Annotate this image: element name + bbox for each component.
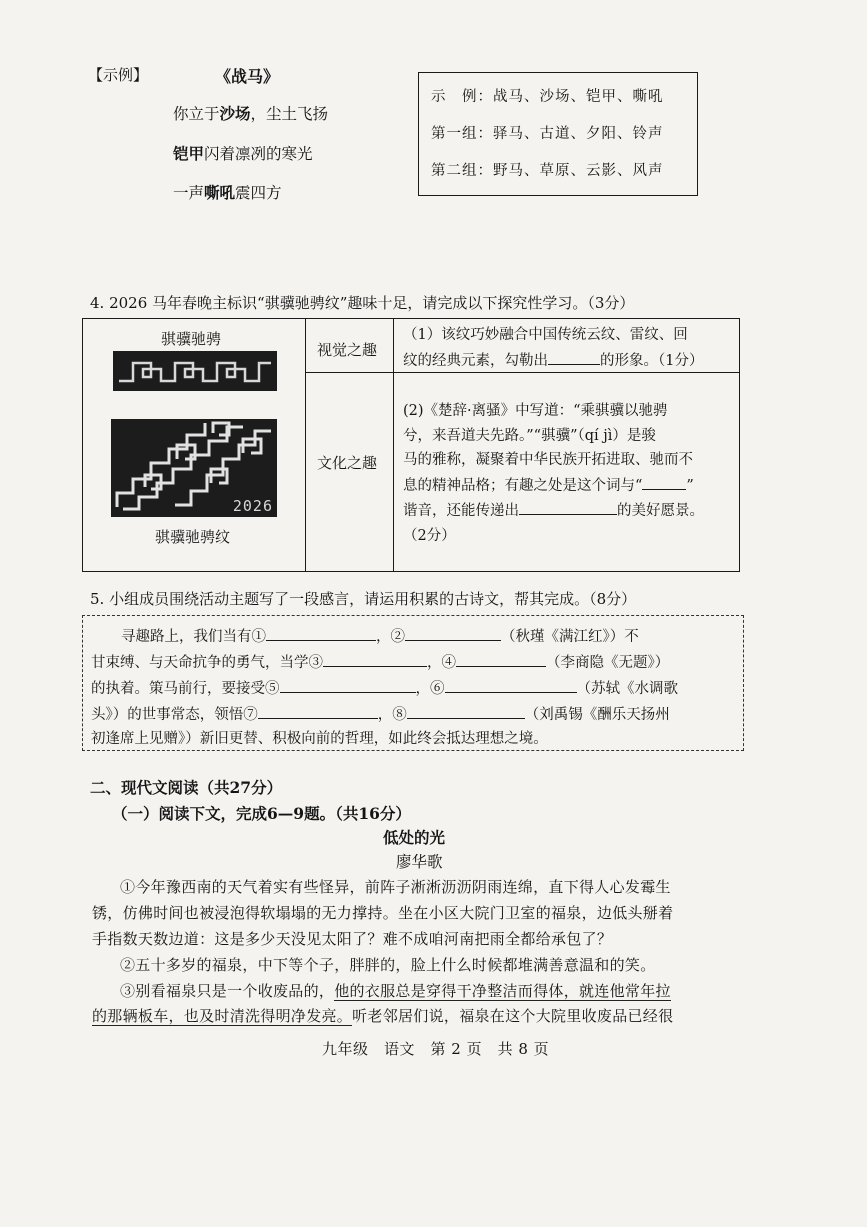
- q5-line-2: [91, 650, 669, 672]
- paragraph-3-underlined-2: 的那辆板车，也及时清洗得明净发亮。: [92, 1007, 353, 1025]
- paragraph-2: ②五十多岁的福泉，中下等个子，胖胖的，脸上什么时候都堆满善意温和的笑。: [120, 956, 656, 974]
- q5-line-5: 初逢席上见赠》）新旧更替、积极向前的哲理，如此终会抵达理想之境。: [91, 731, 548, 747]
- question-5-box: [82, 615, 744, 751]
- answer-blank-q5-1[interactable]: [266, 624, 376, 641]
- q5-line-1: [121, 624, 639, 646]
- answer-blank-1[interactable]: [548, 348, 600, 365]
- poem-line-3-post: 震四方: [235, 184, 282, 202]
- visual-line-2: [403, 348, 703, 374]
- answer-blank-q5-8[interactable]: [407, 702, 525, 719]
- example-poem-title: 《战马》: [215, 67, 280, 86]
- question-4: 4. 2026 马年春晚主标识“骐骥驰骋纹”趣味十足，请完成以下探究性学习。（3分）: [90, 294, 635, 312]
- culture-line-3: 马的雅称，凝聚着中华民族开拓进取、驰而不: [403, 452, 693, 468]
- article-title: 低处的光: [383, 828, 446, 847]
- visual-fun-text: [403, 323, 703, 373]
- visual-fun-label: 视觉之趣: [317, 341, 378, 359]
- poem-line-2: [173, 142, 313, 164]
- q5-line-4-b: ，⑧: [377, 707, 407, 723]
- poem-line-2-keyword: 铠甲: [173, 144, 205, 163]
- poem-line-1-keyword: 沙场: [219, 104, 251, 123]
- paragraph-1-line-3: 手指数天数边道：这是多少天没见太阳了？难不成咱河南把雨全都给承包了？: [92, 930, 613, 948]
- q5-line-2-c: （李商隐《无题》）: [546, 655, 670, 671]
- culture-line-6: （2分）: [403, 527, 456, 544]
- visual-line-2-pre: 纹的经典元素，勾勒出: [403, 352, 548, 369]
- motif-small-pattern: [113, 351, 277, 391]
- q5-line-4-a: 头》）的世事常态，领悟⑦: [91, 707, 258, 723]
- poem-line-2-post: 闪着凛冽的寒光: [204, 145, 313, 163]
- poem-line-3-keyword: 嘶吼: [204, 183, 236, 202]
- visual-line-2-post: 的形象。（1分）: [600, 352, 704, 369]
- answer-blank-2[interactable]: [642, 473, 686, 490]
- q5-line-2-b: ，④: [427, 655, 456, 671]
- poem-line-3: [173, 181, 282, 203]
- culture-line-4: [403, 473, 704, 499]
- poem-line-1: [173, 102, 328, 124]
- section-2-subheading: （一）阅读下文，完成6—9题。（共16分）: [112, 804, 411, 823]
- motif-image-caption: 骐骥驰骋纹: [155, 528, 231, 546]
- word-group-2: 第二组：野马、草原、云影、风声: [431, 163, 664, 179]
- q5-line-4-c: （刘禹锡《酬乐天扬州: [524, 707, 670, 723]
- culture-line-4-pre: 息的精神品格；有趣之处是这个词与“: [403, 477, 643, 494]
- culture-line-1: (2)《楚辞·离骚》中写道：“乘骐骥以驰骋: [403, 403, 668, 419]
- q5-line-2-a: 甘束缚、与天命抗争的勇气，当学③: [91, 655, 323, 671]
- q5-line-4: [91, 702, 670, 724]
- paragraph-3-line-1: [120, 980, 671, 1001]
- word-group-box: [418, 72, 698, 196]
- q5-line-3: [91, 676, 678, 698]
- paragraph-1-line-2: 锈，仿佛时间也被浸泡得软塌塌的无力撑持。坐在小区大院门卫室的福泉，边低头掰着: [92, 904, 674, 922]
- culture-line-2: 兮，来吾道夫先路。”“骐骥”（qí jì）是骏: [403, 427, 656, 444]
- q5-line-1-a: 寻趣路上，我们当有①: [121, 629, 266, 645]
- article-author: 廖华歌: [396, 853, 443, 871]
- question-5: 5. 小组成员围绕活动主题写了一段感言，请运用积累的古诗文，帮其完成。（8分）: [90, 590, 637, 608]
- poem-line-1-pre: 你立于: [173, 105, 220, 123]
- example-label: 【示例】: [88, 66, 149, 84]
- q5-line-3-b: ，⑥: [415, 681, 445, 697]
- table-divider: [305, 319, 306, 571]
- answer-blank-q5-7[interactable]: [258, 702, 378, 719]
- motif-small-image: [113, 351, 277, 391]
- culture-line-5-post: 的美好愿景。: [617, 503, 704, 519]
- q5-line-3-a: 的执着。策马前行，要接受⑤: [91, 681, 280, 697]
- motif-image-title: 骐骥驰骋: [161, 330, 222, 348]
- word-group-1: 第一组：驿马、古道、夕阳、铃声: [431, 126, 664, 142]
- paragraph-3-underlined-1: 他的衣服总是穿得干净整洁而得体，就连他常年拉: [334, 982, 671, 1000]
- q5-line-3-c: （苏轼《水调歌: [576, 681, 678, 697]
- culture-fun-label: 文化之趣: [317, 454, 378, 472]
- q5-line-1-c: （秋瑾《满江红》）不: [501, 629, 639, 645]
- culture-line-5: [403, 498, 704, 524]
- answer-blank-q5-2[interactable]: [405, 624, 501, 641]
- question-4-table: [82, 318, 740, 572]
- answer-blank-q5-4[interactable]: [456, 650, 546, 667]
- motif-large-image: [111, 419, 277, 517]
- answer-blank-3[interactable]: [519, 498, 617, 515]
- culture-line-5-pre: 谐音，还能传递出: [403, 503, 519, 519]
- paragraph-3-pre: ③别看福泉只是一个收废品的，: [120, 982, 335, 1000]
- visual-line-1: （1）该纹巧妙融合中国传统云纹、雷纹、回: [403, 327, 688, 343]
- q5-line-1-b: ，②: [376, 629, 405, 645]
- table-divider: [393, 319, 394, 571]
- poem-line-1-post: ，尘土飞扬: [250, 105, 329, 123]
- answer-blank-q5-5[interactable]: [280, 676, 416, 693]
- motif-year-label: 2026: [232, 497, 273, 515]
- page-footer: 九年级 语文 第 2 页 共 8 页: [322, 1040, 550, 1058]
- word-group-example: 示 例：战马、沙场、铠甲、嘶吼: [431, 89, 664, 105]
- answer-blank-q5-6[interactable]: [445, 676, 577, 693]
- section-2-heading: 二、现代文阅读（共27分）: [90, 778, 283, 797]
- paragraph-1-line-1: ①今年豫西南的天气着实有些怪异，前阵子淅淅沥沥阴雨连绵，直下得人心发霉生: [120, 878, 671, 896]
- culture-fun-text: [403, 399, 704, 548]
- culture-line-4-post: ”: [686, 477, 694, 494]
- answer-blank-q5-3[interactable]: [323, 650, 427, 667]
- paragraph-3-line-2: [92, 1005, 673, 1026]
- paragraph-3-post: 听老邻居们说，福泉在这个大院里收废品已经很: [352, 1007, 674, 1025]
- poem-line-3-pre: 一声: [173, 184, 205, 202]
